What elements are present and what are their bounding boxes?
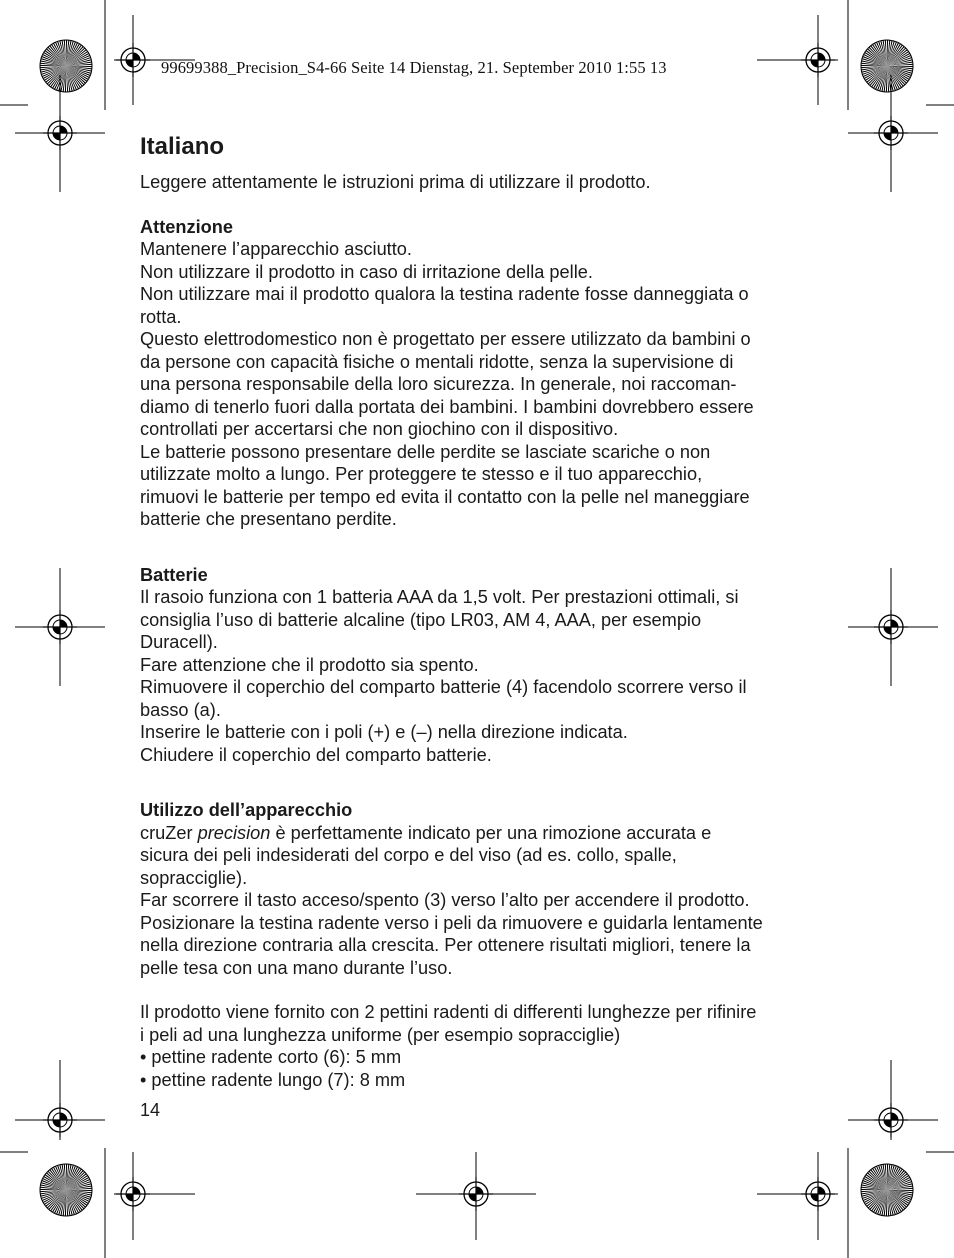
utilizzo-body bbox=[140, 844, 820, 979]
attenzione-heading: Attenzione bbox=[140, 216, 233, 237]
starburst-mark-bottom-left bbox=[40, 1164, 92, 1216]
comb-list bbox=[140, 1046, 820, 1091]
starburst-mark-top-left bbox=[40, 40, 92, 92]
page-title: Italiano bbox=[140, 133, 225, 160]
batterie-heading: Batterie bbox=[140, 564, 208, 585]
register-mark-right-top bbox=[874, 116, 908, 150]
utilizzo-p2-line: i peli ad una lunghezza uniforme (per esempio sopracciglie) bbox=[140, 1024, 621, 1045]
register-mark-right-bottom bbox=[874, 1103, 908, 1137]
comb-list-item-line: • pettine radente lungo (7): 8 mm bbox=[140, 1069, 406, 1090]
attenzione-line: Non utilizzare mai il prodotto qualora la testina radente fosse danneggiata o bbox=[140, 284, 749, 304]
attenzione-body bbox=[140, 238, 820, 531]
starburst-mark-top-right bbox=[861, 40, 913, 92]
product-name: precision bbox=[197, 822, 271, 843]
batterie-line: Fare attenzione che il prodotto sia spento. bbox=[140, 654, 479, 675]
attenzione-line: controllati per accertarsi che non giochino con il dispositivo. bbox=[140, 419, 619, 439]
attenzione-line: Mantenere l’apparecchio asciutto. bbox=[140, 239, 412, 259]
register-mark-left-top bbox=[43, 116, 77, 150]
register-mark-right-middle bbox=[874, 610, 908, 644]
utilizzo-line: sicura dei peli indesiderati del corpo e del viso (ad es. collo, spalle, bbox=[140, 845, 677, 865]
attenzione-line: Questo elettrodomestico non è progettato per essere utilizzato da bambini o bbox=[140, 329, 751, 349]
register-mark-top-left bbox=[116, 43, 150, 77]
utilizzo-heading: Utilizzo dell’apparecchio bbox=[140, 800, 353, 820]
attenzione-line: Non utilizzare il prodotto in caso di irritazione della pelle. bbox=[140, 261, 593, 282]
batterie-line: consiglia l’uso di batterie alcaline (tipo LR03, AM 4, AAA, per esempio bbox=[140, 609, 702, 630]
attenzione-line: Le batterie possono presentare delle perdite se lasciate scariche o non bbox=[140, 441, 711, 462]
utilizzo-paragraph-2 bbox=[140, 1001, 820, 1046]
utilizzo-line: Posizionare la testina radente verso i peli da rimuovere e guidarla lentamente bbox=[140, 912, 763, 933]
batterie-line: Il rasoio funziona con 1 batteria AAA da 1,5 volt. Per prestazioni ottimali, si bbox=[140, 587, 739, 607]
attenzione-line: diamo di tenerlo fuori dalla portata dei bambini. I bambini dovrebbero essere bbox=[140, 396, 754, 417]
utilizzo-line: pelle tesa con una mano durante l’uso. bbox=[140, 957, 453, 978]
utilizzo-line: nella direzione contraria alla crescita. Per ottenere risultati migliori, tenere la bbox=[140, 935, 751, 955]
comb-list-item-line: • pettine radente corto (6): 5 mm bbox=[140, 1047, 402, 1067]
batterie-line: Chiudere il coperchio del comparto batterie. bbox=[140, 744, 492, 765]
intro-text: Leggere attentamente le istruzioni prima di utilizzare il prodotto. bbox=[140, 172, 651, 192]
content-body bbox=[140, 132, 820, 1091]
starburst-mark-bottom-right bbox=[861, 1164, 913, 1216]
print-slug: 99699388_Precision_S4-66 Seite 14 Dienstag, 21. September 2010 1:55 13 bbox=[161, 58, 667, 77]
attenzione-line: da persone con capacità fisiche o mentali ridotte, senza la supervisione di bbox=[140, 351, 734, 372]
attenzione-line: utilizzate molto a lungo. Per proteggere te stesso e il tuo apparecchio, bbox=[140, 464, 703, 484]
register-mark-bottom-left bbox=[116, 1177, 150, 1211]
page-number: 14 bbox=[140, 1100, 161, 1120]
utilizzo-p2-line: Il prodotto viene fornito con 2 pettini radenti di differenti lunghezze per rifinire bbox=[140, 1002, 757, 1022]
batterie-line: Rimuovere il coperchio del comparto batterie (4) facendolo scorrere verso il bbox=[140, 677, 747, 697]
utilizzo-line: Far scorrere il tasto acceso/spento (3) verso l’alto per accendere il prodotto. bbox=[140, 890, 750, 910]
batterie-line: Inserire le batterie con i poli (+) e (–) nella direzione indicata. bbox=[140, 722, 628, 742]
attenzione-line: rimuovi le batterie per tempo ed evita il contatto con la pelle nel maneggiare bbox=[140, 486, 750, 507]
attenzione-line: una persona responsabile della loro sicurezza. In generale, noi raccoman- bbox=[140, 374, 737, 394]
register-mark-bottom-right bbox=[801, 1177, 835, 1211]
register-mark-left-bottom bbox=[43, 1103, 77, 1137]
register-mark-left-middle bbox=[43, 610, 77, 644]
utilizzo-first-line: cruZer precision è perfettamente indicato per una rimozione accurata e bbox=[140, 822, 712, 843]
batterie-line: Duracell). bbox=[140, 632, 218, 652]
attenzione-line: rotta. bbox=[140, 306, 182, 327]
batterie-line: basso (a). bbox=[140, 699, 221, 720]
register-mark-top-right bbox=[801, 43, 835, 77]
register-mark-bottom-center bbox=[459, 1177, 493, 1211]
utilizzo-line: sopracciglie). bbox=[140, 867, 248, 888]
batterie-body bbox=[140, 586, 820, 766]
attenzione-line: batterie che presentano perdite. bbox=[140, 509, 397, 529]
